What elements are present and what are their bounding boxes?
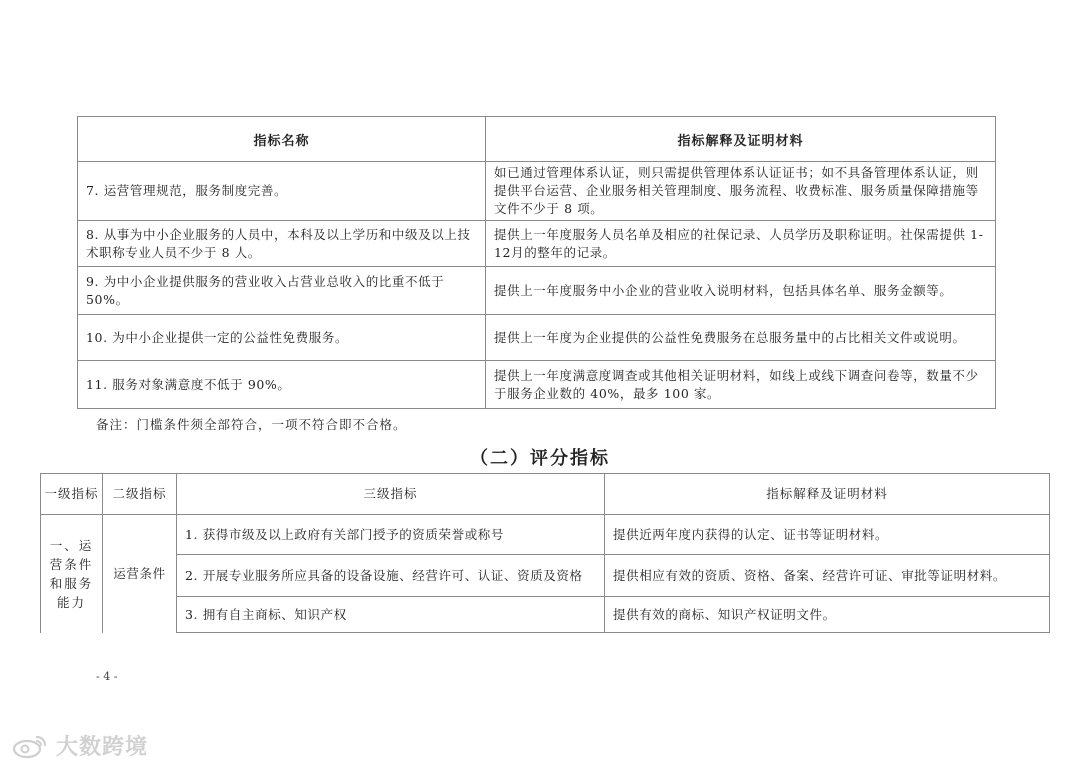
column-header: 二级指标 <box>103 474 177 515</box>
column-header: 指标名称 <box>78 117 486 162</box>
table-row <box>41 515 1050 555</box>
level3-indicator: 1. 获得市级及以上政府有关部门授予的资质荣誉或称号 <box>177 515 605 555</box>
scoring-table <box>40 473 1050 633</box>
threshold-table <box>77 116 996 409</box>
table-row <box>41 555 1050 597</box>
column-header: 三级指标 <box>177 474 605 515</box>
indicator-name: 8. 从事为中小企业服务的人员中，本科及以上学历和中级及以上技术职称专业人员不少于 8 人。 <box>78 221 486 267</box>
level2-indicator: 运营条件 <box>103 515 177 633</box>
weibo-logo-icon <box>10 733 50 759</box>
indicator-description: 提供上一年度服务人员名单及相应的社保记录、人员学历及职称证明。社保需提供 1-12月的整年的记录。 <box>486 221 996 267</box>
table-row <box>78 315 996 361</box>
indicator-description: 如已通过管理体系认证，则只需提供管理体系认证证书；如不具备管理体系认证，则提供平台运营、企业服务相关管理制度、服务流程、收费标准、服务质量保障措施等文件不少于 8 项。 <box>486 162 996 221</box>
indicator-description: 提供有效的商标、知识产权证明文件。 <box>605 597 1050 633</box>
table-row <box>78 361 996 409</box>
level3-indicator: 3. 拥有自主商标、知识产权 <box>177 597 605 633</box>
table-row <box>78 221 996 267</box>
indicator-description: 提供上一年度为企业提供的公益性免费服务在总服务量中的占比相关文件或说明。 <box>486 315 996 361</box>
level1-indicator: 一、运营条件和服务能力 <box>41 515 103 633</box>
column-header: 指标解释及证明材料 <box>486 117 996 162</box>
indicator-name: 9. 为中小企业提供服务的营业收入占营业总收入的比重不低于50%。 <box>78 267 486 315</box>
table-note: 备注：门槛条件须全部符合，一项不符合即不合格。 <box>96 417 407 432</box>
indicator-name: 7. 运营管理规范，服务制度完善。 <box>78 162 486 221</box>
watermark <box>10 730 148 761</box>
indicator-name: 10. 为中小企业提供一定的公益性免费服务。 <box>78 315 486 361</box>
section-title: （二）评分指标 <box>470 448 610 469</box>
indicator-description: 提供上一年度满意度调查或其他相关证明材料，如线上或线下调查问卷等，数量不少于服务企业数的 40%，最多 100 家。 <box>486 361 996 409</box>
indicator-description: 提供上一年度服务中小企业的营业收入说明材料，包括具体名单、服务金额等。 <box>486 267 996 315</box>
level3-indicator: 2. 开展专业服务所应具备的设备设施、经营许可、认证、资质及资格 <box>177 555 605 597</box>
watermark-text: 大数跨境 <box>56 735 149 760</box>
column-header: 一级指标 <box>41 474 103 515</box>
indicator-description: 提供相应有效的资质、资格、备案、经营许可证、审批等证明材料。 <box>605 555 1050 597</box>
indicator-description: 提供近两年度内获得的认定、证书等证明材料。 <box>605 515 1050 555</box>
column-header: 指标解释及证明材料 <box>605 474 1050 515</box>
table-row <box>41 597 1050 633</box>
table-row <box>78 162 996 221</box>
indicator-name: 11. 服务对象满意度不低于 90%。 <box>78 361 486 409</box>
table-row <box>78 267 996 315</box>
table-header-row <box>78 117 996 162</box>
table-header-row <box>41 474 1050 515</box>
page-number: - 4 - <box>96 670 118 683</box>
